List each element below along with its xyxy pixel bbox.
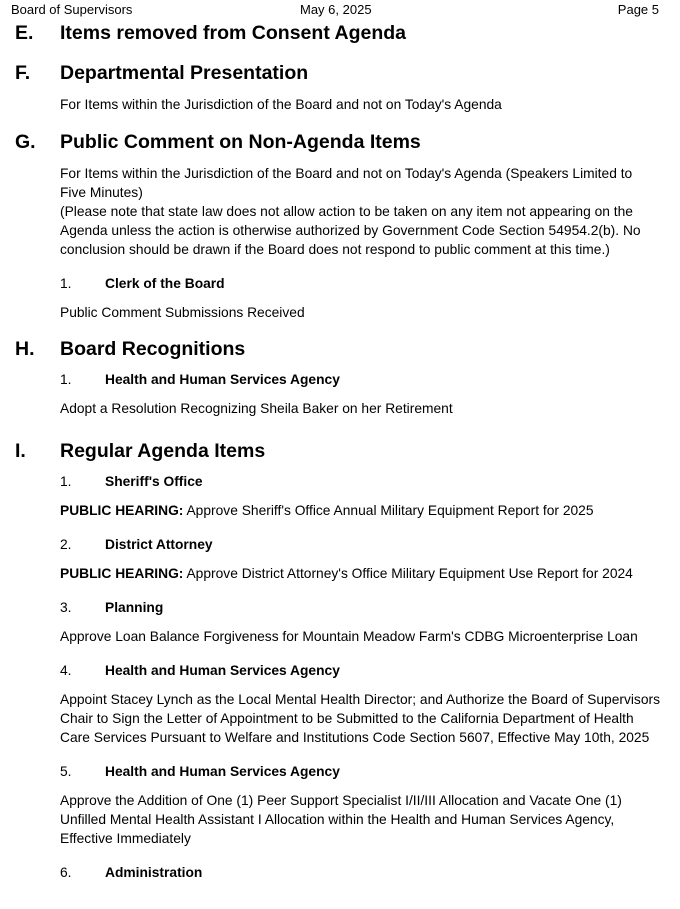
item-description: Adopt a Resolution Recognizing Sheila Baker on her Retirement (60, 401, 453, 416)
item-number: 1. (60, 372, 72, 387)
agenda-item-heading (0, 472, 680, 491)
section-h-heading (0, 334, 680, 365)
section-title: Public Comment on Non-Agenda Items (60, 131, 421, 153)
item-number: 1. (60, 276, 72, 291)
agenda-item-heading (0, 863, 680, 882)
section-letter: E. (15, 22, 34, 44)
agenda-item-heading (0, 274, 680, 293)
item-department: Health and Human Services Agency (105, 764, 340, 779)
section-g-heading (0, 127, 680, 158)
section-f-description: For Items within the Jurisdiction of the Board and not on Today's Agenda (60, 97, 502, 112)
item-description (60, 564, 660, 583)
public-hearing-label: PUBLIC HEARING: (60, 566, 184, 581)
header-board-name: Board of Supervisors (11, 2, 133, 17)
item-department: Clerk of the Board (105, 276, 225, 291)
agenda-item-heading (0, 535, 680, 554)
section-i-heading (0, 436, 680, 467)
section-title: Departmental Presentation (60, 62, 309, 84)
page-header (0, 2, 680, 18)
item-description: Approve Loan Balance Forgiveness for Mountain Meadow Farm's CDBG Microenterprise Loan (60, 629, 638, 644)
section-h (0, 334, 680, 436)
section-g-note: (Please note that state law does not allow action to be taken on any item not appearing on the Agenda unless the action is otherwise authorized by Government Code Section 54954.2(b). No conclusion should be drawn if the Board does not respond to public comment at this time.) (60, 204, 641, 257)
agenda-content (0, 18, 680, 882)
section-f-heading (0, 58, 680, 89)
item-description: Appoint Stacey Lynch as the Local Mental Health Director; and Authorize the Board of Supervisors Chair to Sign the Letter of Appointment to be Submitted to the California Department of Health Care Services Pursuant to Welfare and Institutions Code Section 5607, Effective May 10th, 2025 (60, 692, 660, 745)
item-description-text: Approve District Attorney's Office Military Equipment Use Report for 2024 (183, 566, 633, 581)
item-number: 5. (60, 764, 72, 779)
item-department: Health and Human Services Agency (105, 663, 340, 678)
agenda-item-heading (0, 598, 680, 617)
public-hearing-label: PUBLIC HEARING: (60, 503, 184, 518)
item-department: Planning (105, 600, 164, 615)
section-g-description: For Items within the Jurisdiction of the Board and not on Today's Agenda (Speakers Limited to Five Minutes) (60, 166, 633, 200)
item-department: Sheriff's Office (105, 474, 203, 489)
item-department: District Attorney (105, 537, 213, 552)
section-letter: I. (15, 440, 26, 462)
agenda-item-heading (0, 661, 680, 680)
section-letter: F. (15, 62, 31, 84)
header-date: May 6, 2025 (300, 2, 372, 17)
item-description-text: Approve Sheriff's Office Annual Military Equipment Report for 2025 (183, 503, 594, 518)
agenda-item-heading (0, 762, 680, 781)
section-letter: G. (15, 131, 36, 153)
section-letter: H. (15, 338, 35, 360)
item-department: Administration (105, 865, 203, 880)
section-e-heading (0, 18, 680, 49)
item-description: Public Comment Submissions Received (60, 305, 305, 320)
section-g (0, 127, 680, 334)
section-i (0, 436, 680, 882)
section-title: Regular Agenda Items (60, 440, 266, 462)
item-number: 4. (60, 663, 72, 678)
item-number: 6. (60, 865, 72, 880)
header-page-number: Page 5 (617, 2, 659, 17)
section-f (0, 58, 680, 127)
item-description: Approve the Addition of One (1) Peer Support Specialist I/II/III Allocation and Vacate One (1) Unfilled Mental Health Assistant I Allocation within the Health and Human Services Agency, Effective Immediately (60, 793, 622, 846)
item-number: 3. (60, 600, 72, 615)
section-e (0, 18, 680, 58)
item-description (60, 501, 660, 520)
section-title: Board Recognitions (60, 338, 246, 360)
section-title: Items removed from Consent Agenda (60, 22, 407, 44)
item-number: 1. (60, 474, 72, 489)
agenda-item-heading (0, 370, 680, 389)
item-department: Health and Human Services Agency (105, 372, 340, 387)
item-number: 2. (60, 537, 72, 552)
